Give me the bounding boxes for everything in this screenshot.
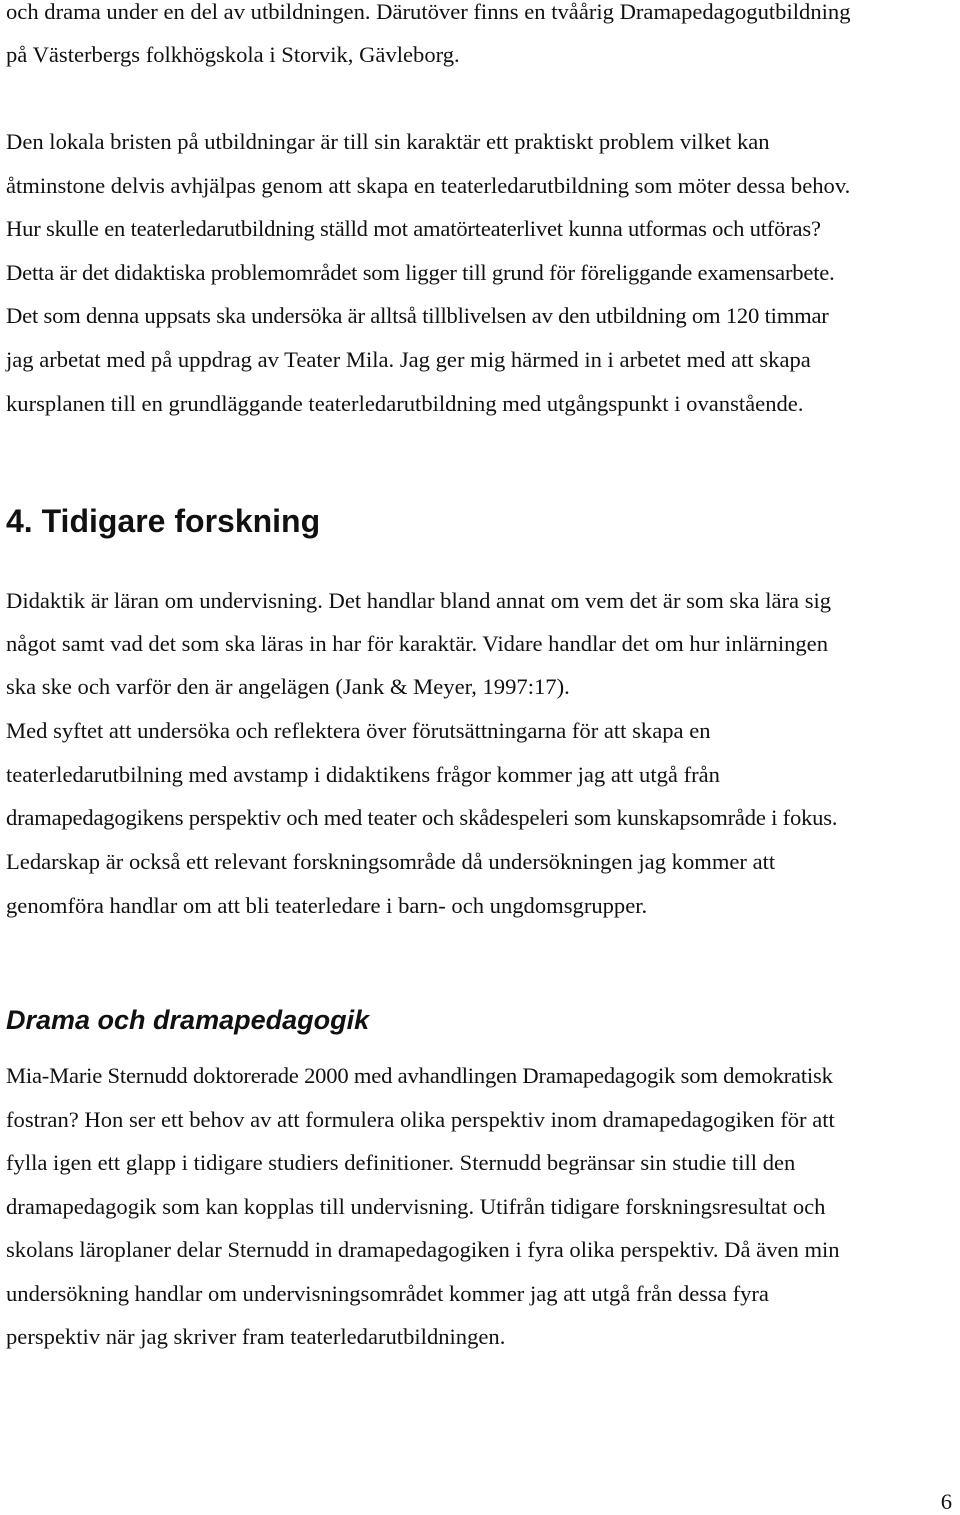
text-line: fostran? Hon ser ett behov av att formulera olika perspektiv inom dramapedagogiken för att [6,1107,835,1132]
text-line: Detta är det didaktiska problemområdet som ligger till grund för föreliggande examensarbete. [6,260,835,285]
text-line: perspektiv när jag skriver fram teaterledarutbildningen. [6,1324,506,1349]
text-line: jag arbetat med på uppdrag av Teater Mila. Jag ger mig härmed in i arbetet med att skapa [6,347,811,372]
text-line: undersökning handlar om undervisningsområdet kommer jag att utgå från dessa fyra [6,1281,769,1306]
text-line: Hur skulle en teaterledarutbildning ställd mot amatörteaterlivet kunna utformas och utföras? [6,216,821,241]
text-line: Det som denna uppsats ska undersöka är alltså tillblivelsen av den utbildning om 120 timmar [6,303,829,328]
text-line: ska ske och varför den är angelägen (Jank & Meyer, 1997:17). [6,674,570,699]
section-heading: 4. Tidigare forskning [6,503,321,539]
text-line: och drama under en del av utbildningen. Därutöver finns en tvåårig Dramapedagogutbildning [6,0,851,24]
text-line: på Västerbergs folkhögskola i Storvik, Gävleborg. [6,42,460,67]
text-line: något samt vad det som ska läras in har för karaktär. Vidare handlar det om hur inlärningen [6,631,829,656]
text-line: Mia-Marie Sternudd doktorerade 2000 med avhandlingen Dramapedagogik som demokratisk [6,1063,833,1088]
text-line: genomföra handlar om att bli teaterledare i barn- och ungdomsgrupper. [6,893,648,918]
text-line: skolans läroplaner delar Sternudd in dramapedagogiken i fyra olika perspektiv. Då även min [6,1237,840,1262]
text-line: dramapedagogikens perspektiv och med teater och skådespeleri som kunskapsområde i fokus. [6,805,838,830]
text-line: kursplanen till en grundläggande teaterledarutbildning med utgångspunkt i ovanstående. [6,391,804,416]
text-line: fylla igen ett glapp i tidigare studiers definitioner. Sternudd begränsar sin studie till den [6,1150,796,1175]
text-line: Ledarskap är också ett relevant forskningsområde då undersökningen jag kommer att [6,849,776,874]
text-line: Den lokala bristen på utbildningar är till sin karaktär ett praktiskt problem vilket kan [6,129,770,154]
text-line: Didaktik är läran om undervisning. Det handlar bland annat om vem det är som ska lära sig [6,588,832,613]
text-line: Med syftet att undersöka och reflektera över förutsättningarna för att skapa en [6,718,711,743]
subsection-heading: Drama och dramapedagogik [6,1005,370,1035]
text-line: åtminstone delvis avhjälpas genom att skapa en teaterledarutbildning som möter dessa behov. [6,173,851,198]
page-number: 6 [940,1489,952,1514]
text-line: teaterledarutbilning med avstamp i didaktikens frågor kommer jag att utgå från [6,762,720,787]
text-line: dramapedagogik som kan kopplas till undervisning. Utifrån tidigare forskningsresultat och [6,1194,826,1219]
